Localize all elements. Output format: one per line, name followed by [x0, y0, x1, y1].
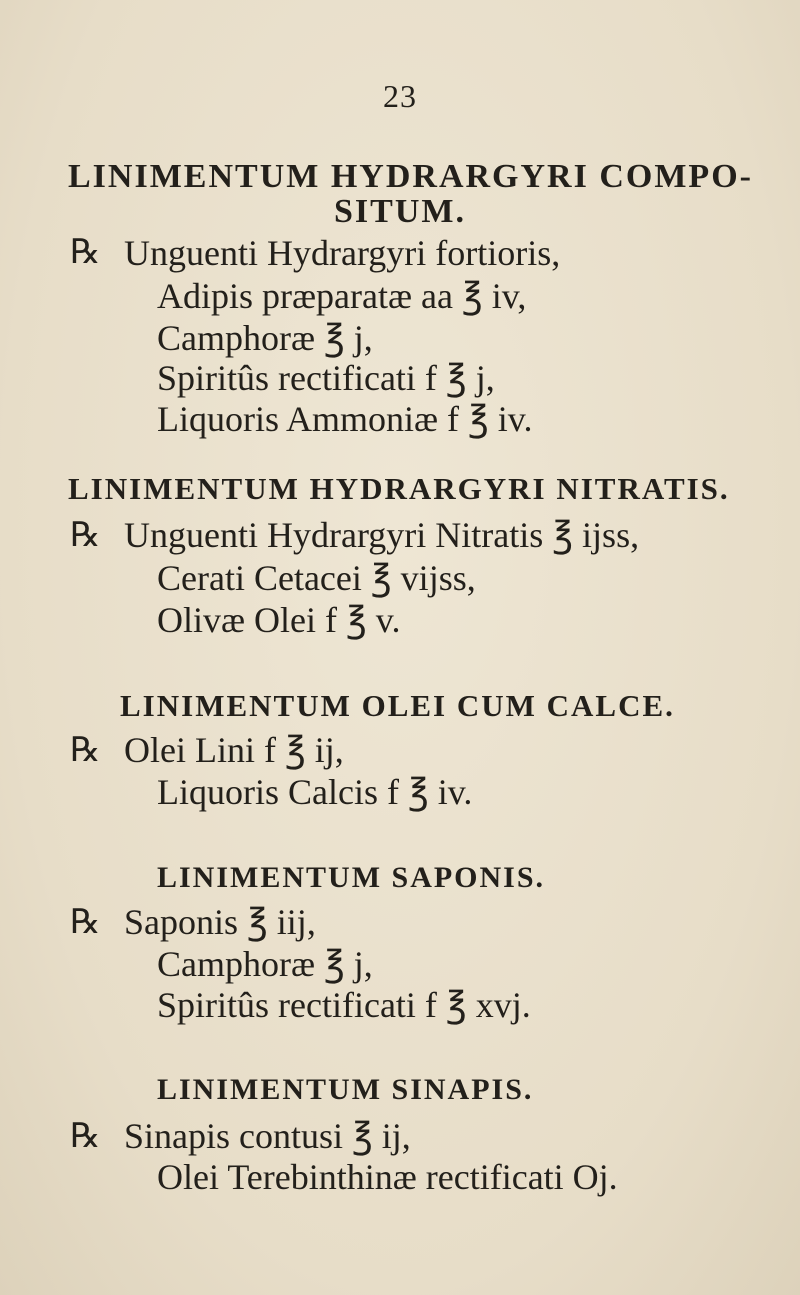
section-title-sinapis: LINIMENTUM SINAPIS.: [157, 1073, 534, 1106]
ingredient-line: Spiritûs rectificati f ℥ xvj.: [157, 985, 531, 1025]
ingredient-line: Unguenti Hydrargyri fortioris,: [124, 233, 561, 273]
ingredient-line: Olei Terebinthinæ rectificati Oj.: [157, 1157, 618, 1197]
recipe-symbol: ℞: [70, 234, 101, 271]
recipe-symbol: ℞: [70, 732, 101, 769]
section-title-hydrargyri-nitratis: LINIMENTUM HYDRARGYRI NITRATIS.: [68, 471, 730, 506]
recipe-symbol: ℞: [70, 517, 101, 554]
ingredient-line: Spiritûs rectificati f ℥ j,: [157, 358, 495, 398]
ingredient-line: Olei Lini f ℥ ij,: [124, 730, 344, 770]
ingredient-line: Unguenti Hydrargyri Nitratis ℥ ijss,: [124, 515, 640, 555]
section-title-saponis: LINIMENTUM SAPONIS.: [157, 861, 546, 894]
ingredient-line: Olivæ Olei f ℥ v.: [157, 600, 401, 640]
ingredient-line: Cerati Cetacei ℥ vijss,: [157, 558, 476, 598]
ingredient-line: Saponis ℥ iij,: [124, 902, 316, 942]
recipe-symbol: ℞: [70, 904, 101, 941]
ingredient-line: Camphoræ ℥ j,: [157, 318, 373, 358]
ingredient-line: Liquoris Ammoniæ f ℥ iv.: [157, 399, 533, 439]
ingredient-line: Liquoris Calcis f ℥ iv.: [157, 772, 473, 812]
recipe-symbol: ℞: [70, 1118, 101, 1155]
ingredient-line: Sinapis contusi ℥ ij,: [124, 1116, 411, 1156]
ingredient-line: Camphoræ ℥ j,: [157, 944, 373, 984]
section-title-olei-cum-calce: LINIMENTUM OLEI CUM CALCE.: [120, 688, 675, 723]
ingredient-line: Adipis præparatæ aa ℥ iv,: [157, 276, 527, 316]
section-title-hydrargyri-compositum: LINIMENTUM HYDRARGYRI COMPO-: [68, 158, 753, 195]
section-title-continuation: SITUM.: [334, 193, 466, 230]
page-number: 23: [383, 78, 417, 114]
